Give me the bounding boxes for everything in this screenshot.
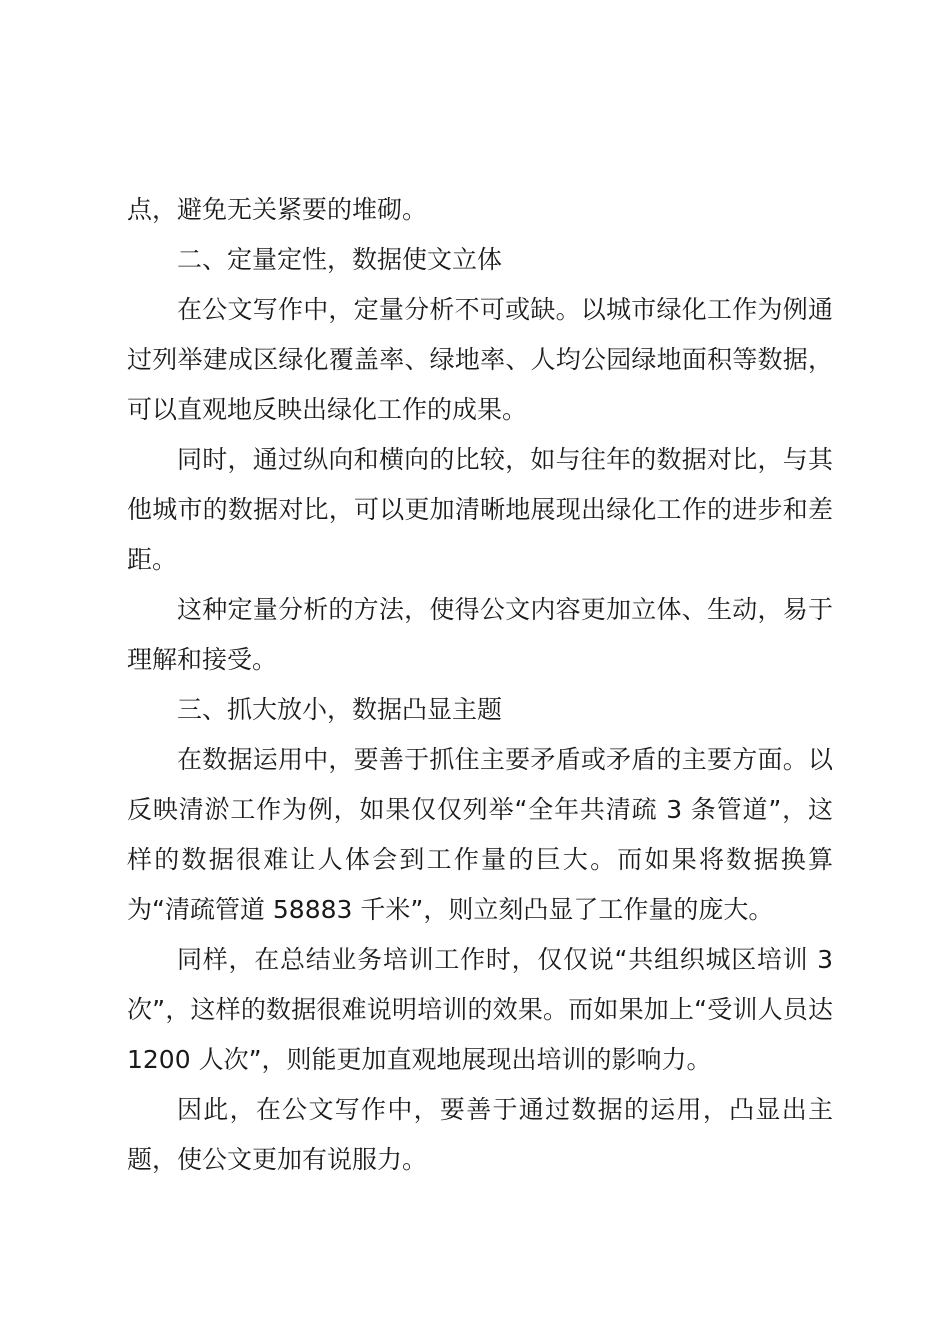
paragraph-method-summary: 这种定量分析的方法，使得公文内容更加立体、生动，易于理解和接受。 (127, 595, 833, 674)
paragraph-conclusion: 因此，在公文写作中，要善于通过数据的运用，凸显出主题，使公文更加有说服力。 (127, 1095, 833, 1174)
paragraph-dredging-example: 在数据运用中，要善于抓住主要矛盾或矛盾的主要方面。以反映清淤工作为例，如果仅仅列举“全年共清疏 3 条管道”，这样的数据很难让人体会到工作量的巨大。而如果将数据换算为“清疏管道 58883 千米”，则立刻凸显了工作量的庞大。 (127, 745, 833, 924)
paragraph-training-example: 同样，在总结业务培训工作时，仅仅说“共组织城区培训 3 次”，这样的数据很难说明培训的效果。而如果加上“受训人员达 1200 人次”，则能更加直观地展现出培训的影响力。 (127, 945, 833, 1074)
section-heading-2: 二、定量定性，数据使文立体 (177, 245, 503, 274)
paragraph-quantitative-analysis: 在公文写作中，定量分析不可或缺。以城市绿化工作为例通过列举建成区绿化覆盖率、绿地率、人均公园绿地面积等数据，可以直观地反映出绿化工作的成果。 (127, 295, 833, 424)
paragraph-continuation: 点，避免无关紧要的堆砌。 (127, 195, 428, 224)
paragraph-comparison: 同时，通过纵向和横向的比较，如与往年的数据对比，与其他城市的数据对比，可以更加清晰地展现出绿化工作的进步和差距。 (127, 445, 833, 574)
section-heading-3: 三、抓大放小，数据凸显主题 (177, 695, 503, 724)
document-body (127, 185, 833, 1185)
